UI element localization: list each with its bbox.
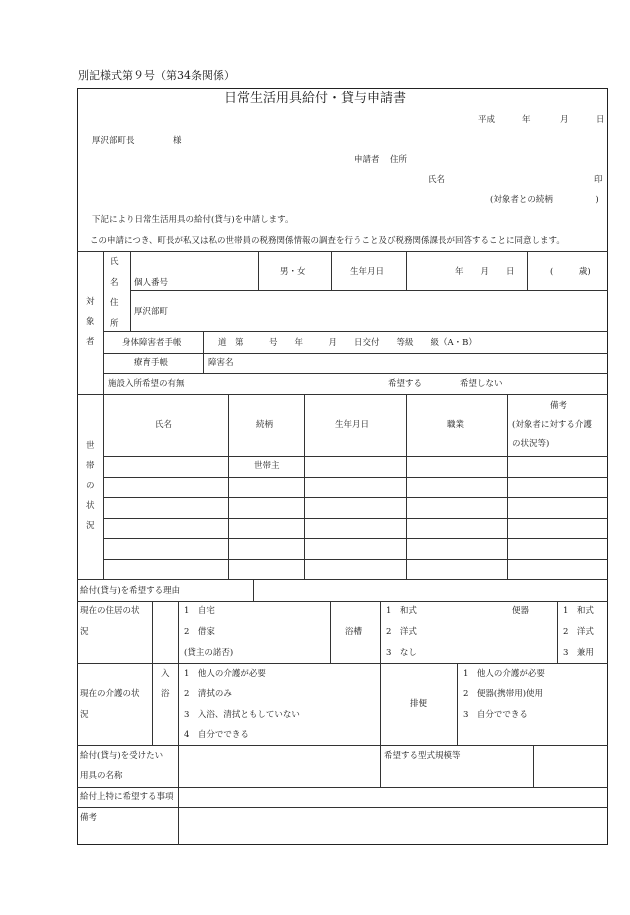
address-label-1: 住 (110, 298, 119, 308)
care-bath-option-2: 2 清拭のみ (184, 689, 232, 699)
bath-option-1: 1 和式 (386, 606, 417, 616)
household-remarks-sub2: の状況等) (512, 439, 550, 449)
care-toilet-option-3: 3 自分でできる (463, 710, 528, 720)
bath-label: 浴槽 (345, 627, 363, 637)
household-relation-header: 続柄 (256, 420, 274, 430)
address-value: 厚沢部町 (134, 307, 169, 317)
care-bath-label-2: 浴 (161, 689, 170, 699)
name-label-1: 氏 (110, 257, 119, 267)
care-bath-option-3: 3 入浴、清拭ともしていない (184, 710, 300, 720)
page-title: 日常生活用具給付・貸与申請書 (223, 91, 406, 106)
toilet-option-2: 2 洋式 (563, 627, 594, 637)
subject-side-3: 者 (86, 337, 95, 347)
housing-option-1: 1 自宅 (184, 606, 215, 616)
housing-label-1: 現在の住居の状 (80, 606, 140, 616)
toilet-option-3: 3 兼用 (563, 648, 594, 658)
item-label-2: 用具の名称 (80, 771, 123, 781)
addressee-honorific: 様 (173, 136, 182, 146)
household-side-4: 状 (86, 501, 95, 511)
bath-option-3: 3 なし (386, 648, 417, 658)
special-request-label: 給付上特に希望する事項 (80, 792, 174, 802)
facility-label: 施設入所希望の有無 (108, 379, 185, 389)
remarks-label: 備考 (80, 813, 98, 823)
dob-label: 生年月日 (350, 267, 385, 277)
care-toilet-option-1: 1 他人の介護が必要 (463, 669, 545, 679)
statement-apply: 下記により日常生活用具の給付(貸与)を申請します。 (92, 215, 294, 225)
household-side-5: 況 (86, 521, 95, 531)
toilet-label: 便器 (512, 606, 530, 616)
care-label-2: 況 (80, 710, 89, 720)
date-month: 月 (560, 115, 569, 125)
toilet-option-1: 1 和式 (563, 606, 594, 616)
addressee-name: 厚沢部町長 (92, 136, 135, 146)
household-side-2: 帯 (86, 461, 95, 471)
dob-value: 年 月 日 (455, 267, 515, 277)
care-bath-option-1: 1 他人の介護が必要 (184, 669, 266, 679)
personal-number-label: 個人番号 (134, 278, 169, 288)
date-day: 日 (596, 115, 605, 125)
gender-option: 男・女 (280, 267, 306, 277)
item-label-1: 給付(貸与)を受けたい (80, 751, 164, 761)
statement-consent: この申請につき、町長が私又は私の世帯員の税務関係情報の調査を行うこと及び税務関係課長が回答することに同意します。 (90, 236, 565, 246)
household-remarks-header: 備考 (550, 401, 568, 411)
age-value: ( 歳) (550, 267, 591, 277)
household-remarks-sub1: (対象者に対する介護 (512, 420, 592, 430)
care-label-1: 現在の介護の状 (80, 689, 140, 699)
facility-nowish: 希望しない (460, 379, 503, 389)
care-toilet-option-2: 2 便器(携帯用)使用 (463, 689, 544, 699)
household-dob-header: 生年月日 (335, 420, 370, 430)
subject-side-2: 象 (86, 317, 95, 327)
date-era: 平成 (478, 115, 496, 125)
address-label-2: 所 (110, 319, 119, 329)
applicant-seal: 印 (594, 175, 603, 185)
form-label: 別記様式第９号（第34条関係） (78, 69, 235, 82)
disability-cert-label: 身体障害者手帳 (122, 338, 182, 348)
facility-wish: 希望する (388, 379, 423, 389)
household-side-3: の (86, 481, 95, 491)
care-toilet-label: 排便 (410, 699, 428, 709)
disability-name-label: 障害名 (208, 358, 234, 368)
ryoiku-label: 療育手帳 (134, 358, 169, 368)
name-label-2: 名 (110, 278, 119, 288)
housing-option-2: 2 借家 (184, 627, 215, 637)
applicant-name: 氏名 (428, 175, 446, 185)
housing-option-3: (貸主の諾否) (184, 648, 234, 658)
applicant-address: 住所 (390, 155, 408, 165)
bath-option-2: 2 洋式 (386, 627, 417, 637)
applicant-relation: (対象者との続柄 ) (490, 195, 599, 205)
applicant-label: 申請者 (354, 155, 380, 165)
cert-detail: 道 第 号 年 月 日交付 等級 級（A・B） (218, 338, 477, 348)
reason-label: 給付(貸与)を希望する理由 (80, 586, 181, 596)
household-name-header: 氏名 (155, 420, 173, 430)
date-year: 年 (522, 115, 531, 125)
housing-label-2: 況 (80, 627, 89, 637)
subject-side-1: 対 (86, 297, 95, 307)
item-spec-label: 希望する型式規模等 (384, 751, 461, 761)
household-job-header: 職業 (447, 420, 465, 430)
household-head: 世帯主 (254, 461, 280, 471)
household-side-1: 世 (86, 441, 95, 451)
care-bath-label-1: 入 (161, 669, 170, 679)
care-bath-option-4: 4 自分でできる (184, 730, 249, 740)
